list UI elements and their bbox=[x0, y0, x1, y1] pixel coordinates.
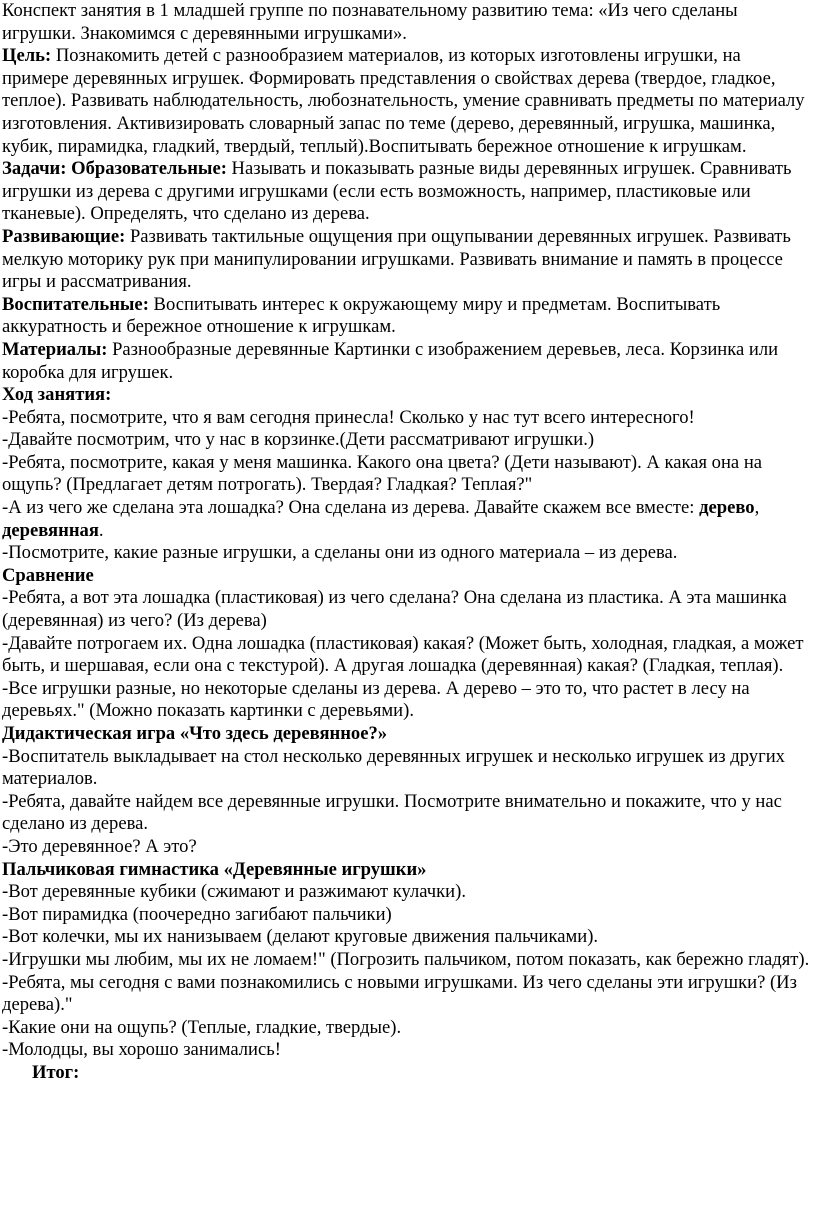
finger-gym-line: -Какие они на ощупь? (Теплые, гладкие, твердые). bbox=[2, 1016, 402, 1038]
materials-label: Материалы: bbox=[2, 338, 108, 360]
course-line: -Посмотрите, какие разные игрушки, а сделаны они из одного материала – из дерева. bbox=[2, 542, 678, 564]
finger-gym-line: -Игрушки мы любим, мы их не ломаем!" (Погрозить пальчиком, потом показать, как бережно гладят). bbox=[2, 948, 810, 970]
word-wood: дерево bbox=[699, 497, 755, 519]
word-wooden: деревянная bbox=[2, 519, 99, 541]
course-heading: Ход занятия: bbox=[2, 384, 112, 406]
comparison-line: -Давайте потрогаем их. Одна лошадка (пластиковая) какая? (Может быть, холодная, гладкая, а может быть, и шершавая, если она с текстурой). А другая лошадка (деревянная) какая? (Гладкая, теплая). bbox=[2, 632, 804, 677]
course-line: -Ребята, посмотрите, какая у меня машинка. Какого она цвета? (Дети называют). А какая она на ощупь? (Предлагает детям потрогать). Твердая? Гладкая? Теплая?" bbox=[2, 451, 763, 496]
goal-paragraph bbox=[2, 45, 812, 158]
comparison-heading: Сравнение bbox=[2, 564, 94, 586]
horse-line: -А из чего же сделана эта лошадка? Она сделана из дерева. Давайте скажем все вместе: дерево, деревянная. bbox=[2, 497, 760, 541]
game-line: -Ребята, давайте найдем все деревянные игрушки. Посмотрите внимательно и покажите, что у нас сделано из дерева. bbox=[2, 790, 782, 835]
goal-label: Цель: bbox=[2, 45, 52, 67]
tasks-label: Задачи: Образовательные: bbox=[2, 158, 227, 180]
educational-label: Воспитательные: bbox=[2, 293, 149, 315]
finger-gym-heading: Пальчиковая гимнастика «Деревянные игрушки» bbox=[2, 858, 427, 880]
finger-gym-line: -Ребята, мы сегодня с вами познакомились с новыми игрушками. Из чего сделаны эти игрушки? (Из дерева)." bbox=[2, 971, 797, 1016]
finger-gym-line: -Вот пирамидка (поочередно загибают пальчики) bbox=[2, 903, 392, 925]
materials-paragraph bbox=[2, 339, 812, 384]
goal-text: Познакомить детей с разнообразием материалов, из которых изготовлены игрушки, на примере деревянных игрушек. Формировать представления о свойствах дерева (твердое, гладкое, теплое). Развивать наблюдательность, любознательность, умение сравнивать предметы по материалу изготовления. Активизировать словарный запас по теме (дерево, деревянный, игрушка, машинка, кубик, пирамидка, гладкий, твердый, теплый).Воспитывать бережное отношение к игрушкам. bbox=[2, 45, 805, 157]
comparison-line: -Все игрушки разные, но некоторые сделаны из дерева. А дерево – это то, что растет в лесу на деревьях." (Можно показать картинки с деревьями). bbox=[2, 677, 750, 722]
comparison-line: -Ребята, а вот эта лошадка (пластиковая) из чего сделана? Она сделана из пластика. А эта машинка (деревянная) из чего? (Из дерева) bbox=[2, 587, 787, 632]
tasks-text: Называть и показывать разные виды деревянных игрушек. Сравнивать игрушки из дерева с другими игрушками (если есть возможность, например, пластиковые или тканевые). Определять, что сделано из дерева. bbox=[2, 158, 792, 225]
finger-gym-line: -Вот деревянные кубики (сжимают и разжимают кулачки). bbox=[2, 881, 466, 903]
course-line: -Ребята, посмотрите, что я вам сегодня принесла! Сколько у нас тут всего интересного! bbox=[2, 406, 695, 428]
result-heading: Итог: bbox=[32, 1061, 80, 1083]
developmental-paragraph bbox=[2, 226, 812, 294]
educational-text: Воспитывать интерес к окружающему миру и предметам. Воспитывать аккуратность и бережное отношение к игрушкам. bbox=[2, 293, 721, 338]
document-title: Конспект занятия в 1 младшей группе по познавательному развитию тема: «Из чего сделаны игрушки. Знакомимся с деревянными игрушками». bbox=[2, 0, 738, 44]
developmental-label: Развивающие: bbox=[2, 225, 126, 247]
educational-paragraph bbox=[2, 294, 812, 339]
game-line: -Воспитатель выкладывает на стол несколько деревянных игрушек и несколько игрушек из других материалов. bbox=[2, 745, 785, 790]
finger-gym-line: -Молодцы, вы хорошо занимались! bbox=[2, 1039, 281, 1061]
game-heading: Дидактическая игра «Что здесь деревянное?» bbox=[2, 723, 388, 744]
developmental-text: Развивать тактильные ощущения при ощупывании деревянных игрушек. Развивать мелкую моторику рук при манипулировании игрушками. Развивать внимание и память в процессе игры и рассматривания. bbox=[2, 225, 791, 293]
game-line: -Это деревянное? А это? bbox=[2, 835, 197, 857]
finger-gym-line: -Вот колечки, мы их нанизываем (делают круговые движения пальчиками). bbox=[2, 926, 599, 948]
materials-text: Разнообразные деревянные Картинки с изображением деревьев, леса. Корзинка или коробка для игрушек. bbox=[2, 338, 779, 383]
tasks-paragraph bbox=[2, 158, 812, 226]
course-line: -Давайте посмотрим, что у нас в корзинке.(Дети рассматривают игрушки.) bbox=[2, 429, 595, 451]
